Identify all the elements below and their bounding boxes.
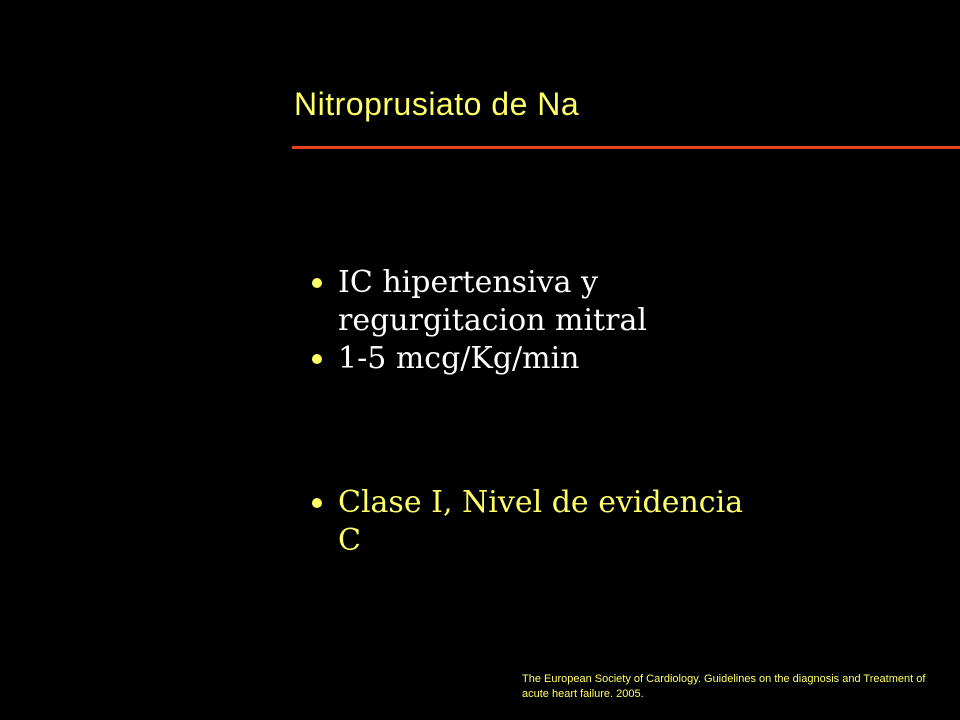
bullet-list <box>308 264 768 560</box>
reference-citation: The European Society of Cardiology. Guidelines on the diagnosis and Treatment of acute heart failure. 2005. <box>522 673 926 700</box>
bullet-item-indication <box>308 264 768 340</box>
bullet-text: 1-5 mcg/Kg/min <box>338 341 580 376</box>
slide-title: Nitroprusiato de Na <box>294 86 580 122</box>
bullet-text: Clase I, Nivel de evidencia C <box>338 485 744 558</box>
bullet-text: IC hipertensiva y regurgitacion mitral <box>338 265 647 338</box>
bullet-dot-icon <box>312 354 322 364</box>
bullet-item-evidence-class <box>308 484 768 560</box>
bullet-item-dose <box>308 340 768 378</box>
bullet-dot-icon <box>312 498 322 508</box>
title-underline <box>292 146 960 149</box>
bullet-dot-icon <box>312 278 322 288</box>
